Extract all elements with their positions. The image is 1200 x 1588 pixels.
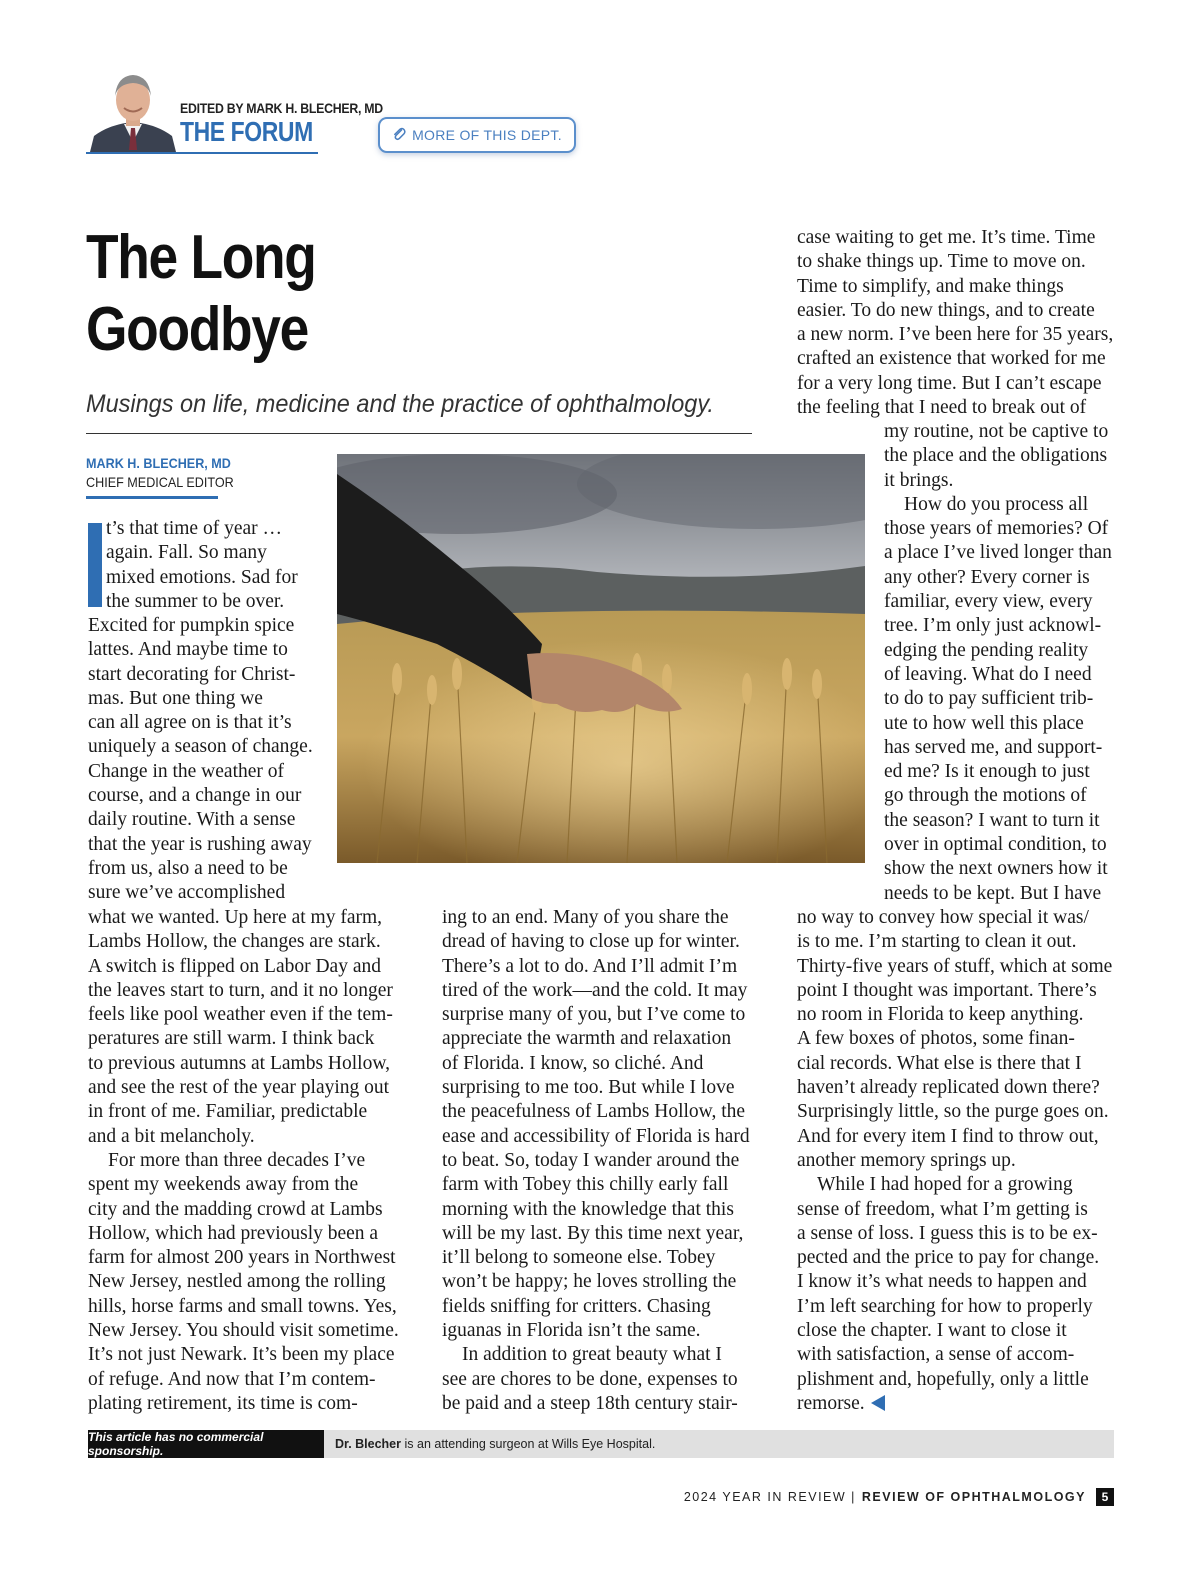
text-line: those years of memories? Of xyxy=(884,518,1109,540)
text-line: go through the motions of xyxy=(884,785,1087,807)
text-line: For more than three decades I’ve xyxy=(108,1149,366,1171)
text-line: Time to simplify, and make things xyxy=(797,275,1064,297)
text-line: New Jersey. You should visit sometime. xyxy=(88,1320,399,1342)
text-line: the place and the obligations xyxy=(884,445,1108,467)
text-line: Change in the weather of xyxy=(88,760,285,782)
text-line-final xyxy=(797,1392,1112,1416)
text-line: pected and the price to pay for change. xyxy=(797,1247,1100,1269)
text-line: of Florida. I know, so cliché. And xyxy=(442,1052,704,1074)
text-line: point I thought was important. There’s xyxy=(797,979,1097,1001)
text-line: a place I’ve lived longer than xyxy=(884,542,1112,564)
article-title-line1: The Long xyxy=(86,223,316,292)
text-line: is to me. I’m starting to clean it out. xyxy=(797,931,1077,953)
text-line: lattes. And maybe time to xyxy=(88,639,288,661)
text-line: I know it’s what needs to happen and xyxy=(797,1271,1087,1293)
text-line: mas. But one thing we xyxy=(88,687,263,709)
text-line: dread of having to close up for winter. xyxy=(442,931,740,953)
text-line: it brings. xyxy=(884,469,954,491)
text-line: A switch is flipped on Labor Day and xyxy=(88,955,381,977)
text-line: t’s that time of year … xyxy=(106,518,282,539)
text-line: A few boxes of photos, some finan- xyxy=(797,1028,1075,1050)
text-line: ing to an end. Many of you share the xyxy=(442,907,729,928)
text-line: How do you process all xyxy=(904,493,1089,515)
text-line: sense of freedom, what I’m getting is xyxy=(797,1198,1088,1220)
text-line: with satisfaction, a sense of accom- xyxy=(797,1344,1075,1366)
text-line: tree. I’m only just acknowl- xyxy=(884,615,1102,637)
author-name: MARK H. BLECHER, MD xyxy=(86,455,231,471)
text-line: In addition to great beauty what I xyxy=(462,1344,722,1366)
text-line: uniquely a season of change. xyxy=(88,736,313,758)
text-line: won’t be happy; he loves strolling the xyxy=(442,1271,737,1293)
bio-text: is an attending surgeon at Wills Eye Hospital. xyxy=(401,1437,656,1451)
text-line: And for every item I find to throw out, xyxy=(797,1125,1099,1147)
text-line: farm for almost 200 years in Northwest xyxy=(88,1247,396,1269)
text-line: to previous autumns at Lambs Hollow, xyxy=(88,1052,391,1074)
text-line: It’s not just Newark. It’s been my place xyxy=(88,1344,395,1366)
text-line: appreciate the warmth and relaxation xyxy=(442,1028,732,1050)
column-3-top-text xyxy=(797,226,1113,420)
text-line: another memory springs up. xyxy=(797,1149,1016,1171)
text-line: I’m left searching for how to properly xyxy=(797,1295,1093,1317)
byline-divider xyxy=(86,496,218,499)
text-line: any other? Every corner is xyxy=(884,566,1090,588)
text-line: the peacefulness of Lambs Hollow, the xyxy=(442,1101,746,1123)
text-line: to shake things up. Time to move on. xyxy=(797,251,1086,273)
text-line: While I had hoped for a growing xyxy=(817,1174,1073,1196)
text-line: of leaving. What do I need xyxy=(884,663,1092,685)
text-line: for a very long time. But I can’t escape xyxy=(797,372,1102,394)
end-mark-icon xyxy=(871,1395,885,1411)
text-line: cial records. What else is there that I xyxy=(797,1052,1082,1074)
header-divider xyxy=(86,152,318,154)
text-line: plishment and, hopefully, only a little xyxy=(797,1368,1089,1390)
column-3-bottom-text xyxy=(797,906,1112,1416)
text-line: and see the rest of the year playing out xyxy=(88,1077,390,1099)
text-line: that the year is rushing away xyxy=(88,833,312,855)
text-line: tired of the work—and the cold. It may xyxy=(442,979,748,1001)
text-line: course, and a change in our xyxy=(88,785,302,807)
text-line: no room in Florida to keep anything. xyxy=(797,1004,1084,1026)
text-line: can all agree on is that it’s xyxy=(88,712,292,734)
column-1-top-text xyxy=(88,614,313,906)
text-line: a sense of loss. I guess this is to be ex- xyxy=(797,1222,1098,1244)
text-line: my routine, not be captive to xyxy=(884,421,1109,442)
title-divider xyxy=(86,433,752,434)
text-line: surprise many of you, but I’ve come to xyxy=(442,1004,746,1026)
text-line: plating retirement, its time is com- xyxy=(88,1392,358,1414)
department-title: THE FORUM xyxy=(180,116,313,147)
text-line: spent my weekends away from the xyxy=(88,1174,359,1196)
text-line: ease and accessibility of Florida is hard xyxy=(442,1125,750,1147)
text-line: needs to be kept. But I have xyxy=(884,882,1102,904)
text-line: remorse. xyxy=(797,1392,865,1414)
wheat-field-photo xyxy=(337,454,865,863)
text-line: ed me? Is it enough to just xyxy=(884,761,1090,783)
text-line: hills, horse farms and small towns. Yes, xyxy=(88,1295,397,1317)
more-of-this-dept-label: MORE OF THIS DEPT. xyxy=(412,127,562,143)
text-line: surprising to me too. But while I love xyxy=(442,1077,735,1099)
text-line: will be my last. By this time next year, xyxy=(442,1222,744,1244)
text-line: ute to how well this place xyxy=(884,712,1084,734)
text-line: Thirty-five years of stuff, which at some xyxy=(797,955,1113,977)
text-line: easier. To do new things, and to create xyxy=(797,299,1095,321)
text-line: what we wanted. Up here at my farm, xyxy=(88,907,383,928)
text-line: familiar, every view, every xyxy=(884,591,1093,613)
text-line: Lambs Hollow, the changes are stark. xyxy=(88,931,381,953)
more-of-this-dept-button[interactable] xyxy=(378,117,576,153)
page-number: 5 xyxy=(1096,1488,1114,1506)
text-line: the feeling that I need to break out of xyxy=(797,397,1087,419)
text-line: fields sniffing for critters. Chasing xyxy=(442,1295,711,1317)
text-line: Hollow, which had previously been a xyxy=(88,1222,379,1244)
drop-cap-bar xyxy=(88,523,102,607)
column-2-text xyxy=(442,906,750,1416)
author-bio xyxy=(335,1437,655,1451)
text-line: to beat. So, today I wander around the xyxy=(442,1149,740,1171)
text-line: and a bit melancholy. xyxy=(88,1125,255,1147)
text-line: show the next owners how it xyxy=(884,858,1108,880)
text-line: again. Fall. So many xyxy=(106,542,267,564)
text-line: has served me, and support- xyxy=(884,736,1103,758)
text-line: There’s a lot to do. And I’ll admit I’m xyxy=(442,955,738,977)
text-line: the season? I want to turn it xyxy=(884,809,1100,831)
author-headshot xyxy=(90,70,176,152)
article-title-line2: Goodbye xyxy=(86,295,309,364)
text-line: morning with the knowledge that this xyxy=(442,1198,734,1220)
author-role: CHIEF MEDICAL EDITOR xyxy=(86,474,234,490)
text-line: feels like pool weather even if the tem- xyxy=(88,1004,393,1026)
bio-name: Dr. Blecher xyxy=(335,1437,402,1451)
text-line: crafted an existence that worked for me xyxy=(797,348,1106,370)
text-line: over in optimal condition, to xyxy=(884,834,1107,856)
text-line: close the chapter. I want to close it xyxy=(797,1320,1067,1342)
text-line: from us, also a need to be xyxy=(88,857,288,879)
folio-issue: 2024 YEAR IN REVIEW | xyxy=(683,1490,856,1504)
text-line: Excited for pumpkin spice xyxy=(88,615,295,636)
text-line: of refuge. And now that I’m contem- xyxy=(88,1368,376,1390)
text-line: to do to pay sufficient trib- xyxy=(884,688,1094,710)
sponsorship-disclosure: This article has no commercial sponsorship. xyxy=(88,1430,324,1458)
text-line: the leaves start to turn, and it no longer xyxy=(88,979,393,1001)
text-line: see are chores to be done, expenses to xyxy=(442,1368,738,1390)
text-line: be paid and a steep 18th century stair- xyxy=(442,1392,738,1414)
column-1-bottom-text xyxy=(88,906,399,1416)
text-line: iguanas in Florida isn’t the same. xyxy=(442,1320,701,1342)
text-line: start decorating for Christ- xyxy=(88,663,296,685)
text-line: peratures are still warm. I think back xyxy=(88,1028,375,1050)
text-line: the summer to be over. xyxy=(106,590,285,612)
text-line: farm with Tobey this chilly early fall xyxy=(442,1174,729,1196)
text-line: New Jersey, nestled among the rolling xyxy=(88,1271,386,1293)
text-line: case waiting to get me. It’s time. Time xyxy=(797,227,1096,248)
column-3-middle-text xyxy=(884,420,1112,906)
text-line: no way to convey how special it was/ xyxy=(797,907,1089,928)
article-title xyxy=(86,222,361,366)
text-line: a new norm. I’ve been here for 35 years, xyxy=(797,324,1114,346)
text-line: edging the pending reality xyxy=(884,639,1089,661)
text-line: sure we’ve accomplished xyxy=(88,882,286,904)
text-line: haven’t already replicated down there? xyxy=(797,1077,1100,1099)
text-line: daily routine. With a sense xyxy=(88,809,296,831)
article-subtitle: Musings on life, medicine and the practice of ophthalmology. xyxy=(86,390,714,418)
text-line: in front of me. Familiar, predictable xyxy=(88,1101,368,1123)
paperclip-icon xyxy=(392,127,406,144)
edited-by-label: EDITED BY MARK H. BLECHER, MD xyxy=(180,100,383,116)
folio-publication: REVIEW OF OPHTHALMOLOGY xyxy=(861,1490,1086,1504)
text-line: it’ll belong to someone else. Tobey xyxy=(442,1247,716,1269)
text-line: city and the madding crowd at Lambs xyxy=(88,1198,383,1220)
page-folio xyxy=(684,1488,1114,1506)
text-line: Surprisingly little, so the purge goes on. xyxy=(797,1101,1109,1123)
column-1-dropcap-text xyxy=(106,517,298,614)
text-line: mixed emotions. Sad for xyxy=(106,566,298,588)
